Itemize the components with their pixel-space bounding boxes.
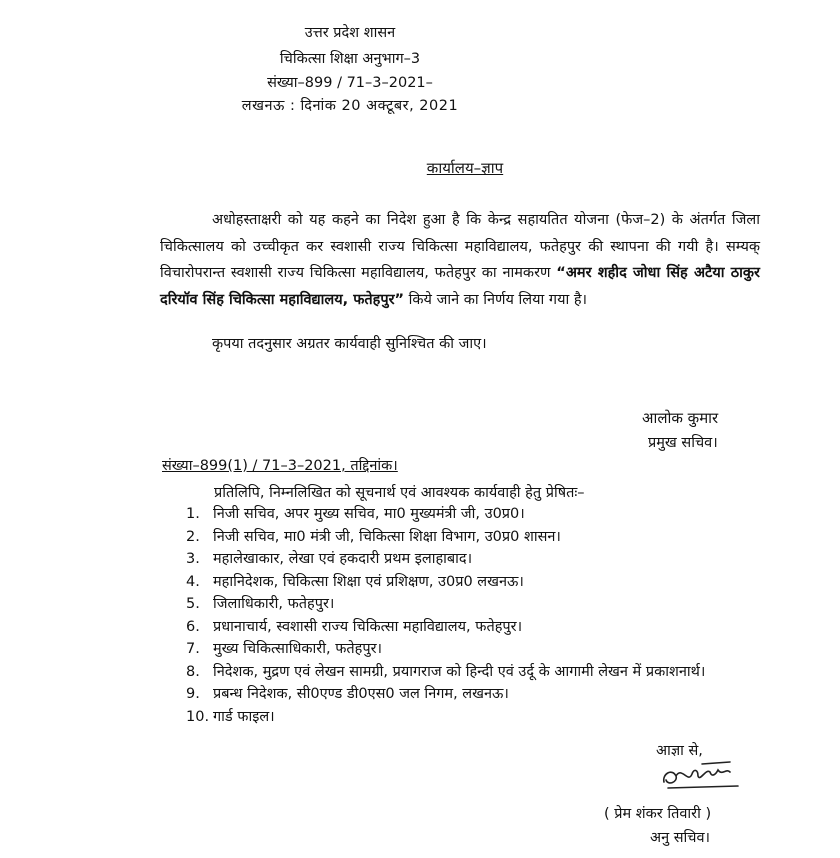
signer-designation: अनु सचिव। xyxy=(650,830,711,846)
list-item xyxy=(186,571,762,594)
signatory-name: आलोक कुमार xyxy=(642,409,719,427)
header-department: उत्तर प्रदेश शासन xyxy=(304,25,396,41)
recipient-list xyxy=(186,503,762,728)
list-item xyxy=(186,706,762,729)
list-item xyxy=(186,616,762,639)
list-item-text: गार्ड फाइल। xyxy=(213,708,275,725)
header-reference-number: संख्या–899 / 71–3–2021– xyxy=(267,75,433,91)
body-paragraph-2: कृपया तदनुसार अग्रतर कार्यवाही सुनिश्चित की जाए। xyxy=(212,336,487,352)
list-item-number: 2. xyxy=(186,528,200,545)
list-item-text: महालेखाकार, लेखा एवं हकदारी प्रथम इलाहाबाद। xyxy=(213,551,473,567)
list-item-text: महानिदेशक, चिकित्सा शिक्षा एवं प्रशिक्षण, उ0प्र0 लखनऊ। xyxy=(213,573,524,590)
list-item-number: 10. xyxy=(186,708,210,725)
list-item-text: प्रधानाचार्य, स्वशासी राज्य चिकित्सा महाविद्यालय, फतेहपुर। xyxy=(213,618,523,635)
list-item xyxy=(186,593,762,616)
order-label: आज्ञा से, xyxy=(656,743,703,759)
list-item-number: 5. xyxy=(186,596,200,612)
list-item xyxy=(186,661,762,684)
body-paragraph-1-end: किये जाने का निर्णय लिया गया है। xyxy=(404,291,588,308)
list-item xyxy=(186,638,762,661)
list-item xyxy=(186,548,762,571)
list-item-text: प्रबन्ध निदेशक, सी0एण्ड डी0एस0 जल निगम, लखनऊ। xyxy=(213,686,509,702)
list-item-text: निजी सचिव, अपर मुख्य सचिव, मा0 मुख्यमंत्री जी, उ0प्र0। xyxy=(213,506,525,522)
list-item-number: 6. xyxy=(186,618,200,635)
signatory-designation: प्रमुख सचिव। xyxy=(648,435,718,451)
list-item-number: 9. xyxy=(186,686,200,702)
list-item-number: 4. xyxy=(186,573,200,590)
document-title xyxy=(0,158,840,178)
header-place-date: लखनऊ : दिनांक 20 अक्टूबर, 2021 xyxy=(241,98,459,114)
list-item-text: निदेशक, मुद्रण एवं लेखन सामग्री, प्रयागराज को हिन्दी एवं उर्दू के आगामी लेखन में प्रकाशनार्थ। xyxy=(213,663,706,680)
body-paragraph-1-text: अधोहस्ताक्षरी को यह कहने का निदेश हुआ है कि केन्द्र सहायतित योजना (फेज–2) के अंतर्गत जिला चिकित्सालय को उच्चीकृत कर स्वशासी राज्य चिकित्सा महाविद्यालय, फतेहपुर की स्थापना की गयी है। सम्यक् विचारोपरान्त स्वशासी राज्य चिकित्सा महाविद्यालय, फतेहपुर का नामकरण xyxy=(160,212,760,281)
list-item-number: 8. xyxy=(186,663,200,680)
list-item-number: 7. xyxy=(186,641,200,657)
list-item-number: 1. xyxy=(186,506,200,522)
list-item-number: 3. xyxy=(186,551,200,567)
list-item-text: निजी सचिव, मा0 मंत्री जी, चिकित्सा शिक्षा विभाग, उ0प्र0 शासन। xyxy=(213,528,561,545)
body-paragraph-1 xyxy=(160,207,760,313)
list-item xyxy=(186,503,762,526)
list-item xyxy=(186,683,762,706)
document-title-text: कार्यालय–ज्ञाप xyxy=(426,159,504,177)
copy-reference: संख्या–899(1) / 71–3–2021, तद्दिनांक। xyxy=(162,458,398,474)
list-item-text: जिलाधिकारी, फतेहपुर। xyxy=(213,596,335,612)
list-item-text: मुख्य चिकित्साधिकारी, फतेहपुर। xyxy=(213,641,383,657)
copy-intro: प्रतिलिपि, निम्नलिखित को सूचनार्थ एवं आवश्यक कार्यवाही हेतु प्रेषितः– xyxy=(214,485,585,501)
header-section: चिकित्सा शिक्षा अनुभाग–3 xyxy=(279,51,421,67)
signature-icon xyxy=(658,756,748,796)
signer-name: ( प्रेम शंकर तिवारी ) xyxy=(604,806,712,822)
list-item xyxy=(186,526,762,549)
college-name: “अमर शहीद जोधा सिंह अटैया ठाकुर दरियॉव सिंह चिकित्सा महाविद्यालय, फतेहपुर” xyxy=(160,265,760,308)
